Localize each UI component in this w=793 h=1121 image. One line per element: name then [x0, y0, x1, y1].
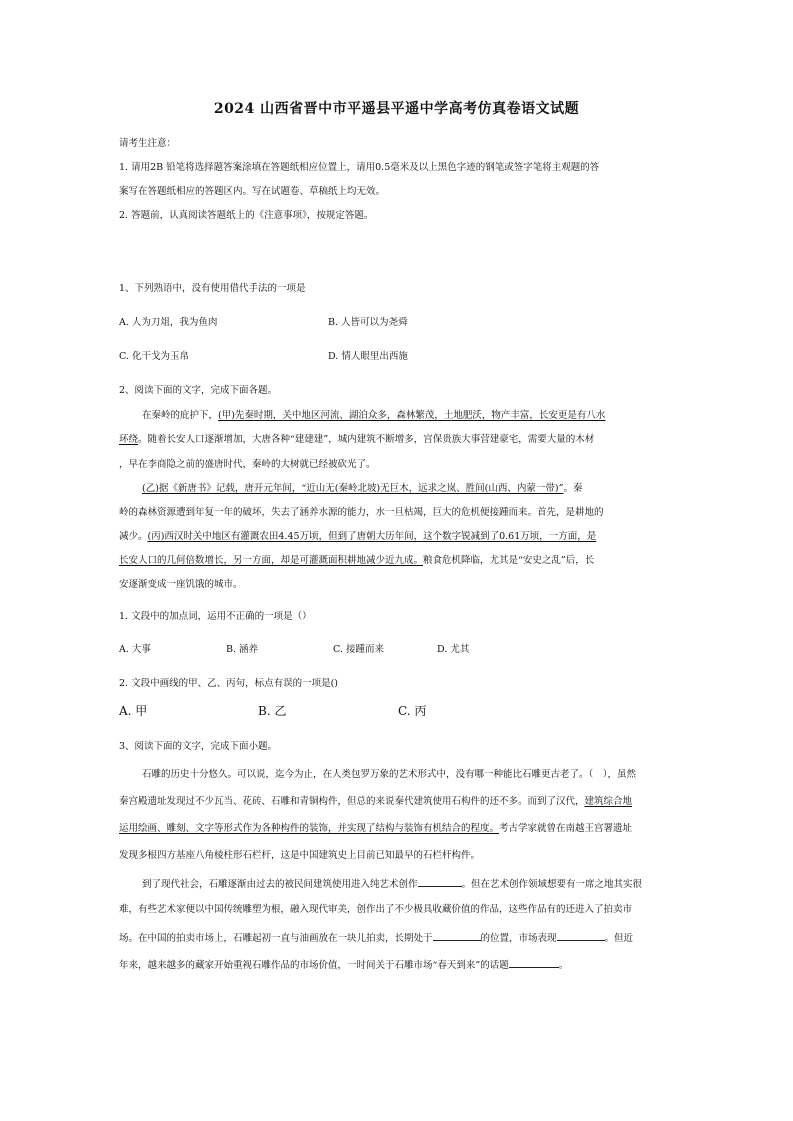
- q2-passage-line: [119, 433, 594, 447]
- q2-passage-line: [142, 409, 605, 423]
- q3-passage-line: 发现多根四方基座八角棱柱形石栏杆，这是中国建筑史上目前已知最早的石栏杆构件。: [119, 850, 481, 861]
- q3-passage-line: 石雕的历史十分悠久。可以说，迄今为止，在人类包罗万象的艺术形式中，没有哪一种能比石雕更古老了。（ ），虽然: [142, 769, 637, 780]
- notice-item-2: 2. 答题前，认真阅读答题纸上的《注意事项》，按规定答题。: [119, 210, 374, 221]
- q3-fill-blank-3[interactable]: [557, 930, 605, 941]
- q2-passage-line: 岭的森林资源遭到年复一年的破坏，失去了涵养水源的能力，水一旦枯竭，巨大的危机便接踵而来。首先，是耕地的: [119, 507, 604, 518]
- notice-item-1: 1. 请用2B 铅笔将选择题答案涂填在答题纸相应位置上，请用0.5毫米及以上黑色字迹的钢笔或签字笔将主观题的答: [119, 162, 600, 173]
- q3-text: 年来，越来越多的藏家开始重视石雕作品的市场价值，一时间关于石雕市场“春天到来”的话题: [119, 960, 509, 971]
- q2-underlined-jia: (甲)先秦时期，关中地区河流、湖泊众多，森林繁茂，土地肥沃，物产丰富，长安更是有八水: [218, 410, 606, 421]
- q2-sub1-option-c: C. 接踵而来: [333, 644, 384, 655]
- q2-text: 在秦岭的庇护下，: [142, 410, 219, 421]
- q2-text: 。随着长安人口逐渐增加，大唐各种“建建建”，城内建筑不断增多，宫保贵族大事营建豪宅，需要大量的木材: [138, 434, 595, 445]
- q3-text: 秦宫殿遗址发现过不少瓦当、花砖、石雕和青铜构件，但总的来说秦代建筑使用石构件的还不多。而到了汉代，: [119, 796, 585, 807]
- q1-option-b: B. 人皆可以为尧舜: [328, 317, 408, 328]
- q3-stem: 3、阅读下面的文字，完成下面小题。: [119, 741, 278, 752]
- q3-passage-line: [119, 822, 632, 836]
- q2-stem: 2、阅读下面的文字，完成下面各题。: [119, 385, 278, 396]
- q3-passage-line: [142, 876, 642, 892]
- q3-passage-line: [119, 795, 632, 809]
- notice-item-1-cont: 案写在答题纸相应的答题区内。写在试题卷、草稿纸上均无效。: [119, 186, 386, 197]
- q2-sub1-option-a: A. 大事: [119, 644, 151, 655]
- q2-text: 粮食危机降临，尤其是“安史之乱”后，长: [423, 555, 595, 566]
- q1-option-d: D. 情人眼里出西施: [328, 351, 408, 362]
- q3-text: 的位置，市场表现: [480, 933, 557, 944]
- q3-passage-line: 难，有些艺术家便以中国传统雕塑为根，融入现代审美，创作出了不少极具收藏价值的作品，这些作品有的还进入了拍卖市: [119, 904, 633, 915]
- q2-passage-line: [119, 530, 596, 544]
- q3-underlined-sentence-end: 运用绘画、雕刻、文字等形式作为各种构件的装饰，并实现了结构与装饰有机结合的程度。: [119, 823, 500, 834]
- q2-sub2-stem: 2. 文段中画线的甲、乙、丙句，标点有误的一项是(): [119, 678, 338, 689]
- q3-underlined-sentence: 建筑综合地: [584, 796, 633, 807]
- q2-text: 减少。: [119, 531, 148, 542]
- q2-passage-line: [142, 482, 582, 496]
- q2-underlined-bing: (丙)西汉时关中地区有灌溉农田4.45万顷，但到了唐朝大历年间，这个数字锐减到了0.61万顷，一方面，是: [147, 531, 597, 542]
- q2-sub1-option-b: B. 涵养: [226, 644, 259, 655]
- q2-underlined-jia-end: 环绕: [119, 434, 139, 445]
- page-title: 2024 山西省晋中市平遥县平遥中学高考仿真卷语文试题: [213, 101, 580, 117]
- q3-fill-blank-1[interactable]: [418, 876, 462, 887]
- q3-fill-blank-2[interactable]: [433, 930, 481, 941]
- q2-underlined-bing-end: 长安人口的几何倍数增长，另一方面，却是可灌溉面积耕地减少近九成。: [119, 555, 424, 566]
- q2-passage-line: 安逐渐变成一座饥饿的城市。: [119, 579, 243, 590]
- q3-text: 考古学家就曾在南越王宫署遗址: [499, 823, 633, 834]
- q3-text: 场。在中国的拍卖市场上，石雕起初一直与油画放在一块儿拍卖，长期处于: [119, 933, 433, 944]
- q2-sub2-option-c: C. 丙: [398, 704, 427, 718]
- q1-option-c: C. 化干戈为玉帛: [119, 351, 189, 362]
- q1-stem: 1、下列熟语中，没有使用借代手法的一项是: [119, 283, 306, 294]
- q1-option-a: A. 人为刀俎，我为鱼肉: [119, 317, 218, 328]
- q3-passage-line: [119, 930, 633, 946]
- q3-text: 。但近: [604, 933, 634, 944]
- q2-passage-line: [119, 554, 594, 568]
- q2-sub2-option-a: A. 甲: [119, 704, 148, 718]
- notice-heading: 请考生注意：: [119, 138, 177, 149]
- q3-text: 。: [558, 960, 569, 971]
- q2-text: 。秦: [563, 483, 583, 494]
- q2-underlined-yi: (乙)据《新唐书》记载，唐开元年间，“近山无(秦岭北坡)无巨木，远求之岚、胜间(山西、内蒙一带)”: [142, 483, 564, 494]
- q3-fill-blank-4[interactable]: [509, 957, 559, 968]
- q3-text: 到了现代社会，石雕逐渐由过去的被民间建筑使用进入纯艺术创作: [142, 879, 418, 890]
- q2-sub1-option-d: D. 尤其: [437, 644, 470, 655]
- q2-passage-line: ，早在李商隐之前的盛唐时代，秦岭的大树就已经被砍光了。: [119, 459, 376, 470]
- q2-sub2-option-b: B. 乙: [258, 704, 287, 718]
- q3-passage-line: [119, 957, 568, 973]
- q3-text: 。但在艺术创作领域想要有一席之地其实很: [461, 879, 643, 890]
- q2-sub1-stem: 1. 文段中的加点词，运用不正确的一项是（）: [119, 611, 312, 622]
